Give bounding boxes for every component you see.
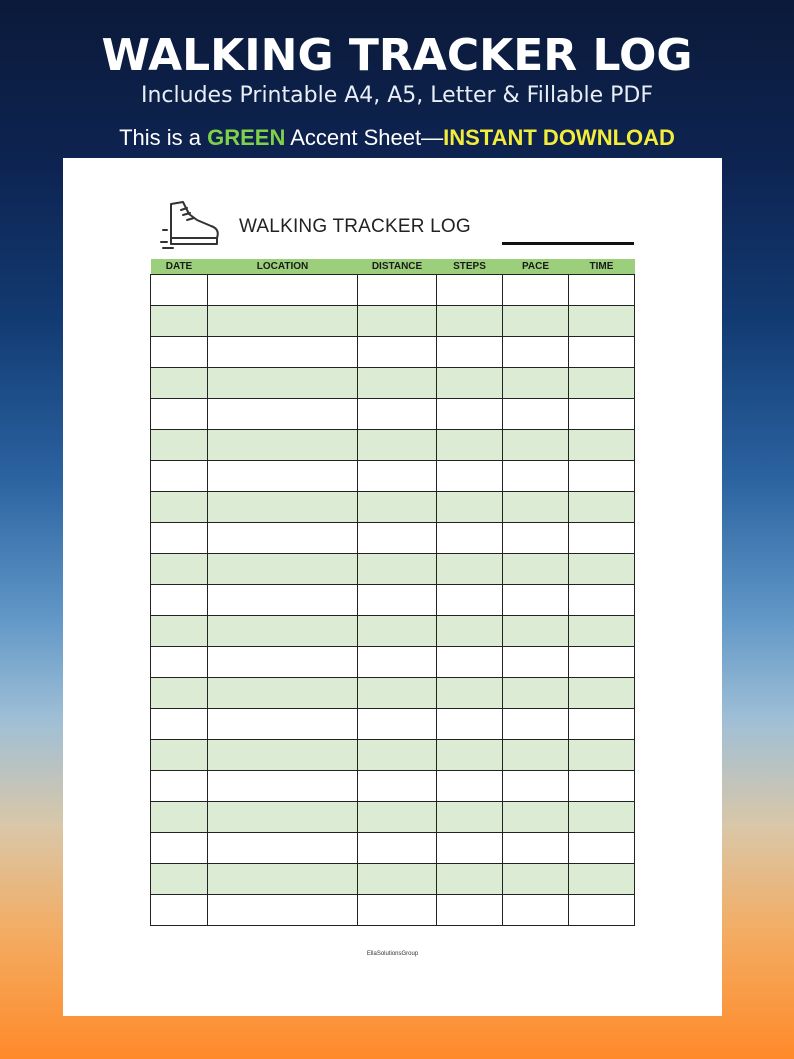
table-row — [151, 430, 635, 461]
table-cell[interactable] — [358, 585, 437, 616]
instant-download-label: INSTANT DOWNLOAD — [443, 125, 675, 150]
accent-color-word: GREEN — [207, 125, 286, 150]
table-cell[interactable] — [358, 275, 437, 306]
table-cell[interactable] — [151, 740, 208, 771]
tracker-table-body — [151, 275, 635, 926]
table-cell[interactable] — [569, 430, 635, 461]
table-cell[interactable] — [503, 523, 569, 554]
table-cell[interactable] — [569, 895, 635, 926]
table-cell[interactable] — [208, 275, 358, 306]
table-cell[interactable] — [208, 306, 358, 337]
table-cell[interactable] — [151, 771, 208, 802]
table-cell[interactable] — [437, 647, 503, 678]
table-row — [151, 523, 635, 554]
table-cell[interactable] — [208, 864, 358, 895]
table-cell[interactable] — [208, 895, 358, 926]
table-row — [151, 585, 635, 616]
column-header-date: DATE — [151, 259, 208, 275]
table-cell[interactable] — [437, 616, 503, 647]
table-row — [151, 709, 635, 740]
table-cell[interactable] — [503, 709, 569, 740]
table-cell[interactable] — [503, 337, 569, 368]
table-row — [151, 647, 635, 678]
header-row — [151, 259, 635, 275]
table-cell[interactable] — [358, 678, 437, 709]
table-cell[interactable] — [437, 895, 503, 926]
table-cell[interactable] — [208, 833, 358, 864]
table-cell[interactable] — [437, 275, 503, 306]
table-cell[interactable] — [151, 864, 208, 895]
table-cell[interactable] — [569, 771, 635, 802]
table-cell[interactable] — [208, 523, 358, 554]
table-row — [151, 461, 635, 492]
table-cell[interactable] — [151, 709, 208, 740]
table-cell[interactable] — [358, 895, 437, 926]
column-header-steps: STEPS — [437, 259, 503, 275]
table-cell[interactable] — [208, 399, 358, 430]
table-cell[interactable] — [208, 368, 358, 399]
table-row — [151, 554, 635, 585]
table-row — [151, 492, 635, 523]
table-cell[interactable] — [437, 585, 503, 616]
table-cell[interactable] — [151, 368, 208, 399]
table-cell[interactable] — [569, 740, 635, 771]
table-cell[interactable] — [151, 647, 208, 678]
sheet-title: WALKING TRACKER LOG — [239, 216, 471, 237]
table-cell[interactable] — [437, 399, 503, 430]
table-cell[interactable] — [358, 337, 437, 368]
table-cell[interactable] — [437, 492, 503, 523]
table-cell[interactable] — [437, 430, 503, 461]
table-cell[interactable] — [503, 492, 569, 523]
tracker-sheet — [63, 158, 722, 1016]
headline: WALKING TRACKER LOG — [101, 30, 693, 81]
table-cell[interactable] — [569, 523, 635, 554]
column-header-distance: DISTANCE — [358, 259, 437, 275]
table-cell[interactable] — [569, 554, 635, 585]
table-cell[interactable] — [151, 399, 208, 430]
table-cell[interactable] — [358, 709, 437, 740]
table-cell[interactable] — [569, 802, 635, 833]
table-cell[interactable] — [437, 833, 503, 864]
sneaker-icon — [159, 200, 221, 254]
column-header-pace: PACE — [503, 259, 569, 275]
table-row — [151, 337, 635, 368]
table-cell[interactable] — [358, 771, 437, 802]
table-cell[interactable] — [151, 678, 208, 709]
table-cell[interactable] — [437, 740, 503, 771]
column-header-time: TIME — [569, 259, 635, 275]
table-cell[interactable] — [208, 430, 358, 461]
table-cell[interactable] — [569, 647, 635, 678]
table-cell[interactable] — [358, 430, 437, 461]
table-cell[interactable] — [437, 771, 503, 802]
name-line[interactable] — [502, 242, 634, 245]
table-cell[interactable] — [208, 492, 358, 523]
table-cell[interactable] — [358, 833, 437, 864]
table-cell[interactable] — [437, 678, 503, 709]
table-cell[interactable] — [208, 709, 358, 740]
table-cell[interactable] — [437, 306, 503, 337]
table-row — [151, 833, 635, 864]
subline: Includes Printable A4, A5, Letter & Fillable PDF — [140, 83, 653, 108]
table-row — [151, 802, 635, 833]
table-cell[interactable] — [358, 616, 437, 647]
table-cell[interactable] — [569, 306, 635, 337]
table-row — [151, 399, 635, 430]
table-cell[interactable] — [437, 337, 503, 368]
table-cell[interactable] — [503, 864, 569, 895]
table-cell[interactable] — [569, 833, 635, 864]
table-cell[interactable] — [569, 864, 635, 895]
table-cell[interactable] — [208, 740, 358, 771]
table-cell[interactable] — [503, 802, 569, 833]
table-cell[interactable] — [358, 492, 437, 523]
column-header-location: LOCATION — [208, 259, 358, 275]
table-cell[interactable] — [503, 616, 569, 647]
table-cell[interactable] — [208, 616, 358, 647]
table-cell[interactable] — [503, 306, 569, 337]
table-cell[interactable] — [503, 399, 569, 430]
table-cell[interactable] — [569, 461, 635, 492]
table-cell[interactable] — [503, 368, 569, 399]
table-cell[interactable] — [569, 337, 635, 368]
table-cell[interactable] — [358, 740, 437, 771]
table-cell[interactable] — [151, 275, 208, 306]
table-row — [151, 678, 635, 709]
table-row — [151, 616, 635, 647]
table-row — [151, 771, 635, 802]
table-cell[interactable] — [503, 833, 569, 864]
table-cell[interactable] — [358, 554, 437, 585]
table-cell[interactable] — [208, 337, 358, 368]
table-cell[interactable] — [358, 399, 437, 430]
table-cell[interactable] — [569, 368, 635, 399]
table-cell[interactable] — [151, 523, 208, 554]
table-cell[interactable] — [569, 616, 635, 647]
table-cell[interactable] — [358, 306, 437, 337]
table-cell[interactable] — [503, 554, 569, 585]
table-cell[interactable] — [437, 802, 503, 833]
table-cell[interactable] — [569, 678, 635, 709]
table-cell[interactable] — [358, 461, 437, 492]
table-row — [151, 740, 635, 771]
table-cell[interactable] — [358, 864, 437, 895]
table-cell[interactable] — [503, 275, 569, 306]
table-row — [151, 306, 635, 337]
tracker-table-wrap — [150, 259, 634, 926]
table-cell[interactable] — [151, 492, 208, 523]
table-cell[interactable] — [437, 461, 503, 492]
table-cell[interactable] — [503, 678, 569, 709]
table-cell[interactable] — [437, 554, 503, 585]
table-cell[interactable] — [208, 678, 358, 709]
table-cell[interactable] — [208, 647, 358, 678]
table-cell[interactable] — [151, 337, 208, 368]
table-cell[interactable] — [358, 523, 437, 554]
table-cell[interactable] — [208, 585, 358, 616]
accent-line — [0, 124, 794, 152]
table-cell[interactable] — [151, 895, 208, 926]
table-cell[interactable] — [151, 430, 208, 461]
table-cell[interactable] — [503, 461, 569, 492]
table-cell[interactable] — [437, 864, 503, 895]
table-cell[interactable] — [503, 740, 569, 771]
table-cell[interactable] — [358, 368, 437, 399]
table-cell[interactable] — [503, 771, 569, 802]
table-cell[interactable] — [503, 585, 569, 616]
table-cell[interactable] — [208, 554, 358, 585]
table-cell[interactable] — [569, 492, 635, 523]
table-cell[interactable] — [151, 306, 208, 337]
table-cell[interactable] — [151, 833, 208, 864]
table-cell[interactable] — [151, 616, 208, 647]
table-cell[interactable] — [503, 647, 569, 678]
table-row — [151, 368, 635, 399]
table-cell[interactable] — [151, 461, 208, 492]
table-cell[interactable] — [358, 647, 437, 678]
accent-prefix: This is a — [119, 125, 208, 150]
table-cell[interactable] — [503, 895, 569, 926]
table-row — [151, 275, 635, 306]
table-cell[interactable] — [437, 368, 503, 399]
table-row — [151, 864, 635, 895]
table-cell[interactable] — [208, 771, 358, 802]
table-cell[interactable] — [569, 585, 635, 616]
table-cell[interactable] — [151, 554, 208, 585]
table-row — [151, 895, 635, 926]
table-cell[interactable] — [569, 275, 635, 306]
accent-middle: Accent Sheet— — [285, 125, 444, 150]
tracker-table — [150, 259, 635, 926]
table-cell[interactable] — [503, 430, 569, 461]
table-cell[interactable] — [151, 585, 208, 616]
footer-credit: EllaSolutionsGroup — [366, 951, 419, 957]
table-cell[interactable] — [437, 523, 503, 554]
table-cell[interactable] — [208, 802, 358, 833]
table-cell[interactable] — [151, 802, 208, 833]
table-cell[interactable] — [358, 802, 437, 833]
table-cell[interactable] — [569, 399, 635, 430]
table-cell[interactable] — [208, 461, 358, 492]
table-cell[interactable] — [437, 709, 503, 740]
table-cell[interactable] — [569, 709, 635, 740]
